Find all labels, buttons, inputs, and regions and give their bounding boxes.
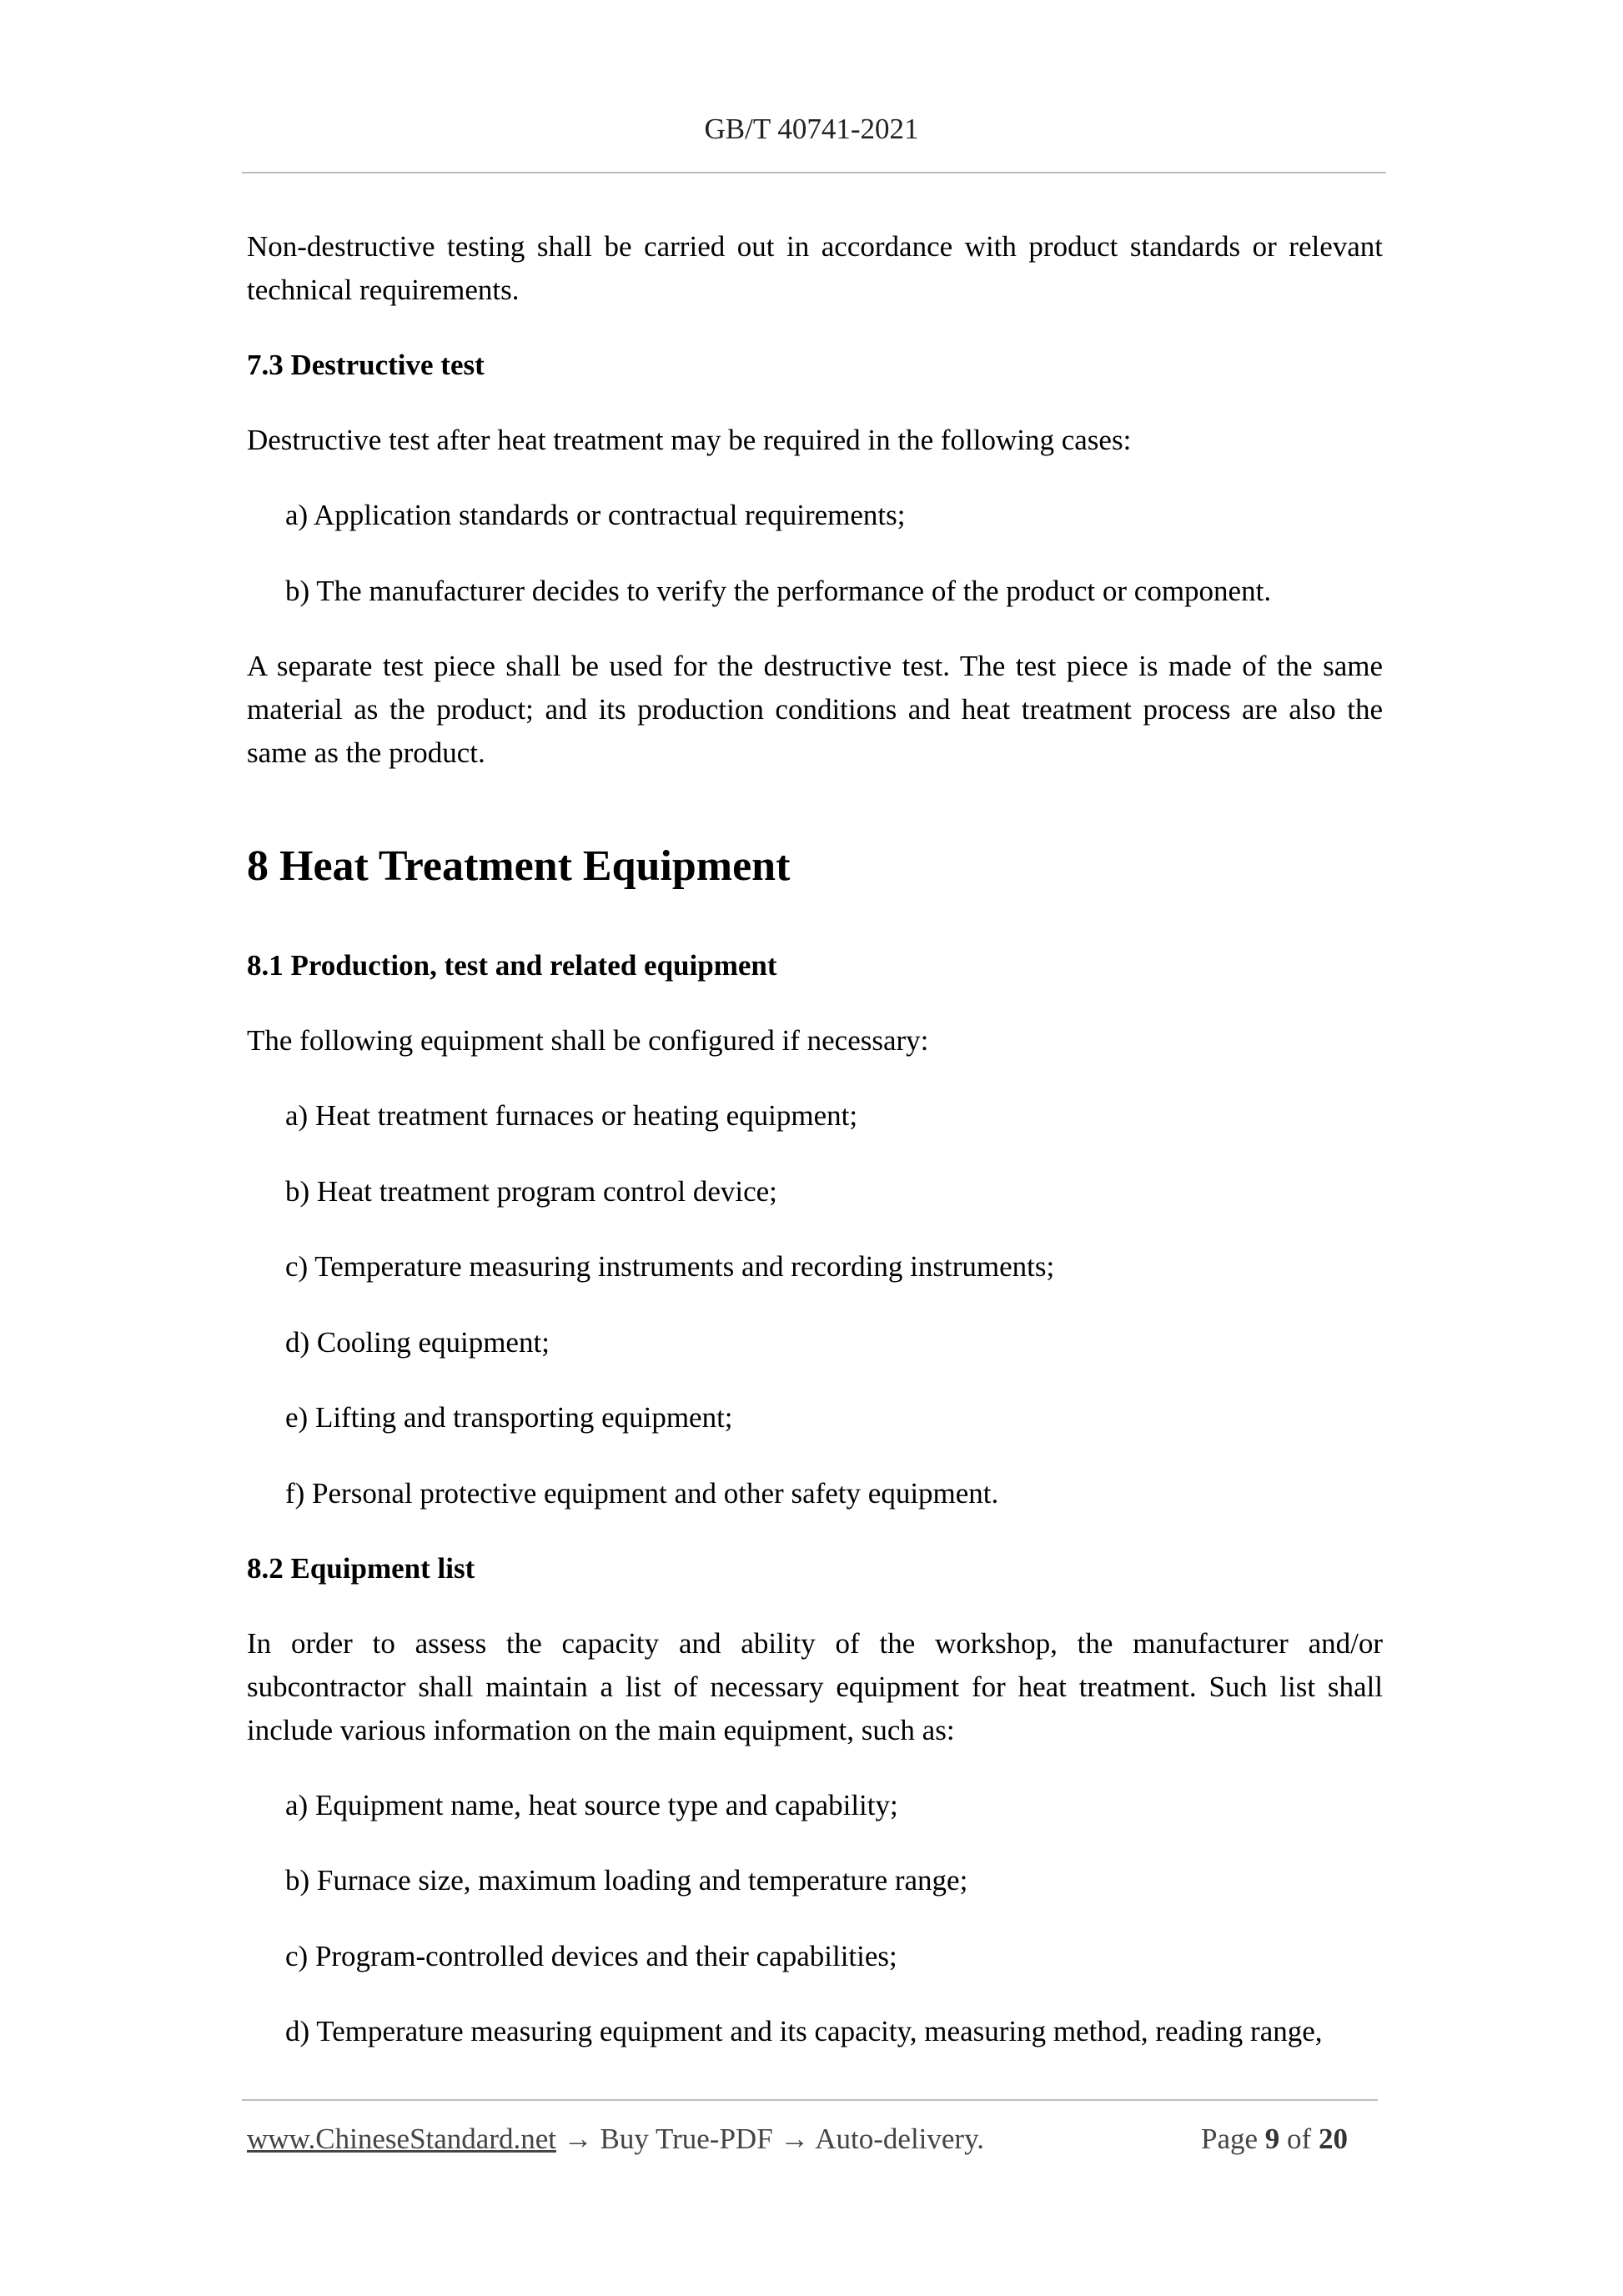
footer-promo bbox=[247, 2118, 984, 2161]
auto-delivery-text: Auto-delivery. bbox=[815, 2123, 985, 2155]
list-item: d) Cooling equipment; bbox=[285, 1326, 550, 1359]
heading-7-3: 7.3 Destructive test bbox=[247, 349, 485, 381]
website-link[interactable]: www.ChineseStandard.net bbox=[247, 2123, 556, 2155]
list-item: a) Heat treatment furnaces or heating equipment; bbox=[285, 1099, 858, 1132]
list-item: b) Heat treatment program control device; bbox=[285, 1175, 777, 1208]
arrow-icon: → bbox=[563, 2123, 593, 2155]
list-item: a) Equipment name, heat source type and capability; bbox=[285, 1789, 898, 1821]
of-label: of bbox=[1287, 2123, 1312, 2155]
arrow-icon: → bbox=[780, 2123, 810, 2155]
list-item: f) Personal protective equipment and other safety equipment. bbox=[285, 1477, 999, 1510]
footer-divider bbox=[242, 2099, 1378, 2101]
list-item: e) Lifting and transporting equipment; bbox=[285, 1401, 733, 1434]
page-number bbox=[1201, 2118, 1348, 2161]
list-item: a) Application standards or contractual requirements; bbox=[285, 499, 906, 531]
document-id-header: GB/T 40741-2021 bbox=[704, 113, 919, 145]
list-item: b) The manufacturer decides to verify the performance of the product or component. bbox=[285, 575, 1272, 607]
list-item: d) Temperature measuring equipment and its capacity, measuring method, reading range, bbox=[285, 2015, 1323, 2047]
heading-8-2: 8.2 Equipment list bbox=[247, 1552, 475, 1585]
total-pages: 20 bbox=[1318, 2123, 1348, 2155]
paragraph-test-piece: A separate test piece shall be used for the destructive test. The test piece is made of the same material as the product; and its production conditions and heat treatment process are also the same as the product. bbox=[247, 650, 1383, 769]
page-label: Page bbox=[1201, 2123, 1259, 2155]
list-item: c) Temperature measuring instruments and recording instruments; bbox=[285, 1250, 1055, 1283]
header-divider bbox=[242, 172, 1386, 173]
buy-pdf-text: Buy True-PDF bbox=[600, 2123, 773, 2155]
current-page: 9 bbox=[1264, 2123, 1280, 2155]
paragraph-destructive-cases: Destructive test after heat treatment may be required in the following cases: bbox=[247, 424, 1132, 456]
list-item: c) Program-controlled devices and their capabilities; bbox=[285, 1940, 897, 1972]
heading-8: 8 Heat Treatment Equipment bbox=[247, 842, 791, 890]
paragraph-ndt: Non-destructive testing shall be carried out in accordance with product standards or relevant technical requirements. bbox=[247, 230, 1383, 306]
list-item: b) Furnace size, maximum loading and temperature range; bbox=[285, 1864, 968, 1897]
heading-8-1: 8.1 Production, test and related equipment bbox=[247, 949, 777, 982]
paragraph-equipment-config: The following equipment shall be configured if necessary: bbox=[247, 1024, 929, 1057]
paragraph-equipment-list: In order to assess the capacity and ability of the workshop, the manufacturer and/or subcontractor shall maintain a list of necessary equipment for heat treatment. Such list shall include various information on the main equipment, such as: bbox=[247, 1627, 1383, 1746]
